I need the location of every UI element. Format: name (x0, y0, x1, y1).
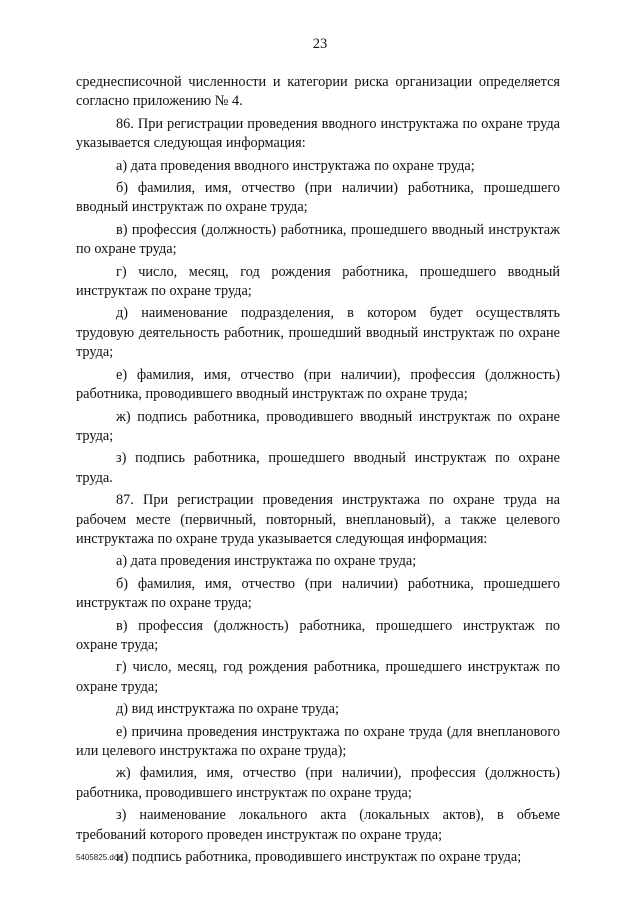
page-number: 23 (312, 36, 328, 52)
paragraph: а) дата проведения вводного инструктажа по охране труда; (116, 157, 475, 174)
paragraph: ж) подпись работника, проводившего вводный инструктаж по охране труда; (76, 408, 560, 444)
paragraph: г) число, месяц, год рождения работника, прошедшего инструктаж по охране труда; (76, 659, 560, 695)
paragraph: в) профессия (должность) работника, прошедшего вводный инструктаж по охране труда; (76, 221, 560, 258)
paragraph: д) вид инструктажа по охране труда; (116, 701, 339, 718)
paragraph: д) наименование подразделения, в котором будет осуществлять трудовую деятельность работник, прошедший вводный инструктаж по охране труда; (76, 305, 560, 361)
paragraph: е) причина проведения инструктажа по охране труда (для внепланового или целевого инструктажа по охране труда); (76, 723, 560, 759)
paragraph: 87. При регистрации проведения инструктажа по охране труда на рабочем месте (первичный, повторный, внеплановый), а также целевого инструктажа по охране труда указывается следующая информация: (76, 492, 560, 547)
paragraph: б) фамилия, имя, отчество (при наличии) работника, прошедшего инструктаж по охране труда; (76, 575, 560, 612)
paragraph: и) подпись работника, проводившего инструктаж по охране труда; (116, 849, 522, 866)
paragraph: б) фамилия, имя, отчество (при наличии) работника, прошедшего вводный инструктаж по охране труда; (76, 180, 560, 216)
paragraph: а) дата проведения инструктажа по охране труда; (116, 553, 417, 570)
paragraph: з) подпись работника, прошедшего вводный инструктаж по охране труда. (76, 450, 560, 486)
paragraph: 86. При регистрации проведения вводного инструктажа по охране труда указывается следующая информация: (76, 115, 560, 152)
paragraph: з) наименование локального акта (локальных актов), в объеме требований которого проведен инструктаж по охране труда; (76, 807, 560, 843)
paragraph: г) число, месяц, год рождения работника, прошедшего вводный инструктаж по охране труда; (76, 263, 560, 300)
document-body (76, 73, 560, 867)
paragraph: в) профессия (должность) работника, прошедшего инструктаж по охране труда; (76, 617, 560, 653)
paragraph: среднесписочной численности и категории риска организации определяется согласно приложению № 4. (76, 74, 560, 110)
paragraph: ж) фамилия, имя, отчество (при наличии), профессия (должность) работника, проводившего инструктаж по охране труда; (76, 765, 560, 801)
footer-filename: 5405825.doc (76, 853, 123, 862)
paragraph: е) фамилия, имя, отчество (при наличии), профессия (должность) работника, проводившего вводный инструктаж по охране труда; (76, 366, 560, 403)
